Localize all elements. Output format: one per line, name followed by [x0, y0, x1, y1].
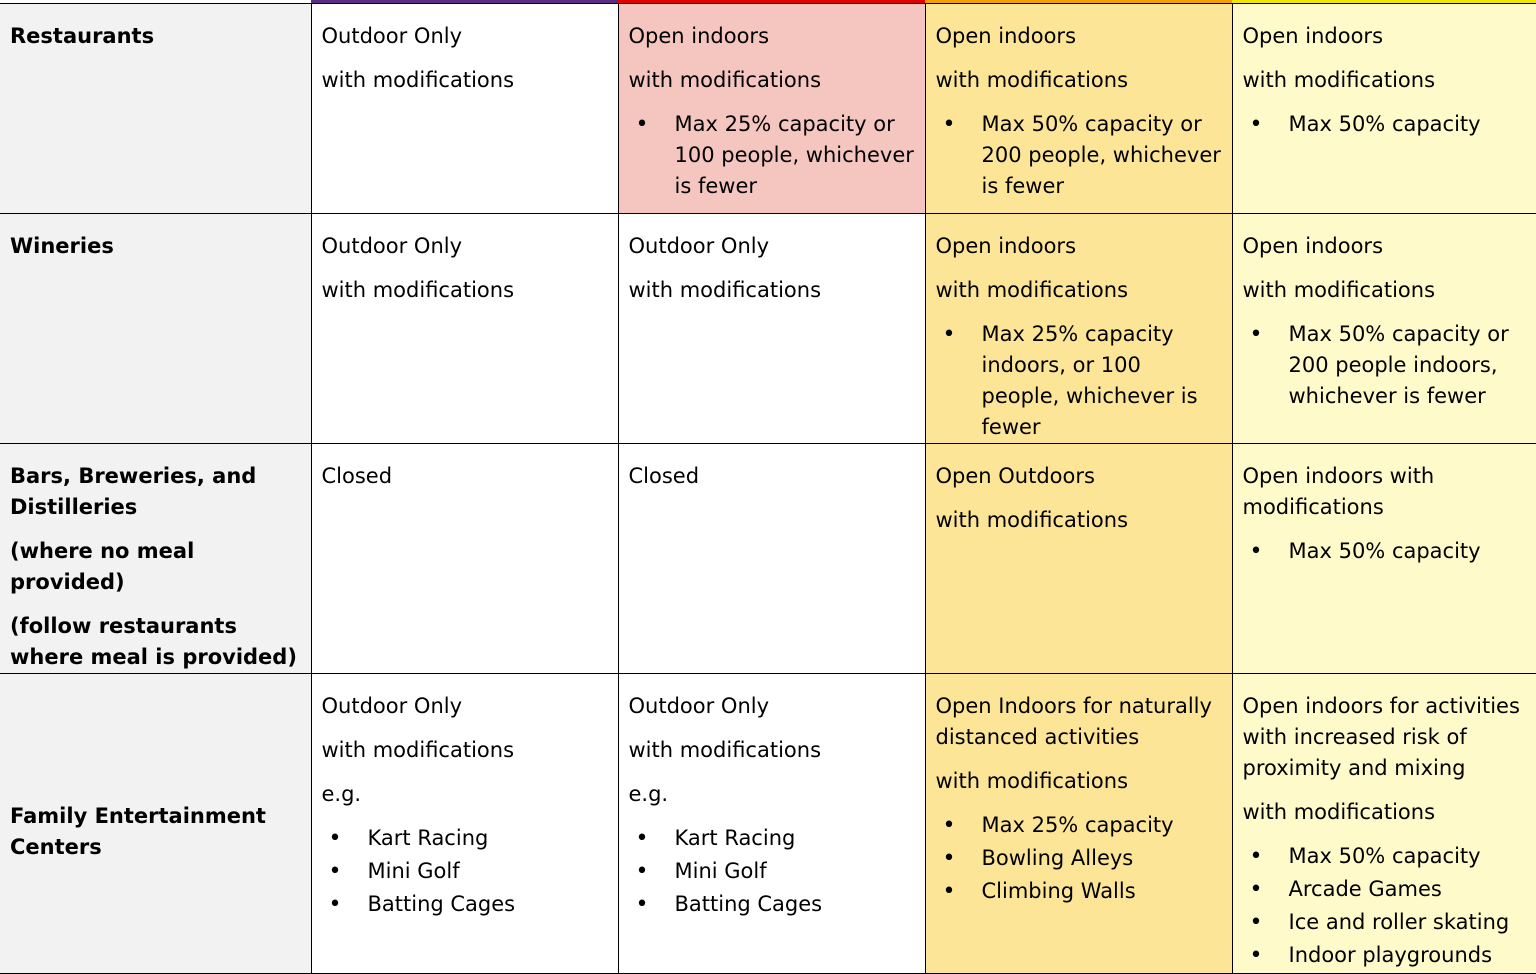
cell-line: Open indoors for activities with increased risk of proximity and mixing: [1242, 694, 1520, 780]
cell-bullet: • Kart Racing: [322, 823, 610, 854]
cell-line: Open indoors with modifications: [1242, 464, 1435, 519]
tier3-cell: [925, 444, 1232, 674]
cell-bullet: • Max 25% capacity: [936, 810, 1224, 841]
cell-line: Closed: [628, 464, 700, 488]
cell-line: Open indoors: [628, 24, 770, 48]
cell-bullet: • Max 50% capacity: [1243, 536, 1529, 567]
cell-bullet: • Kart Racing: [629, 823, 917, 854]
cell-line: with modifications: [935, 68, 1129, 92]
cell-line: with modifications: [1242, 278, 1436, 302]
row-label: [0, 444, 311, 674]
cell-bullet: • Climbing Walls: [936, 876, 1224, 907]
cell-bullet: • Max 50% capacity or 200 people, whichever is fewer: [936, 109, 1224, 202]
tier4-cell: [1232, 444, 1536, 674]
cell-line: with modifications: [321, 68, 515, 92]
tier2-cell: [618, 674, 925, 974]
cell-line: e.g.: [321, 782, 362, 806]
cell-bullet: • Mini Golf: [629, 856, 917, 887]
tier3-cell: [925, 674, 1232, 974]
cell-line: Open Outdoors: [935, 464, 1095, 488]
cell-line: with modifications: [628, 68, 822, 92]
tier1-cell: [311, 674, 618, 974]
tier2-cell: [618, 444, 925, 674]
row-label-line: (where no meal provided): [10, 539, 195, 594]
cell-line: Open Indoors for naturally distanced activities: [935, 694, 1212, 749]
cell-bullet: • Bowling Alleys: [936, 843, 1224, 874]
cell-line: with modifications: [935, 278, 1129, 302]
tier3-cell: [925, 214, 1232, 444]
cell-bullet: • Batting Cages: [629, 889, 917, 920]
tier2-cell: [618, 4, 925, 214]
row-label: [0, 4, 311, 214]
cell-line: with modifications: [1242, 68, 1436, 92]
row-label: [0, 214, 311, 444]
cell-line: with modifications: [628, 738, 822, 762]
tier3-cell: [925, 4, 1232, 214]
cell-bullet: • Arcade Games: [1243, 874, 1529, 905]
cell-line: with modifications: [321, 738, 515, 762]
cell-line: Outdoor Only: [321, 694, 463, 718]
row-label-line: Family Entertainment Centers: [10, 804, 266, 859]
cell-line: Open indoors: [935, 234, 1077, 258]
tier4-cell: [1232, 4, 1536, 214]
row-label-line: Restaurants: [10, 24, 155, 48]
cell-line: Open indoors: [1242, 24, 1384, 48]
cell-line: e.g.: [628, 782, 669, 806]
tier4-cell: [1232, 214, 1536, 444]
cell-bullet: • Max 50% capacity or 200 people indoors, whichever is fewer: [1243, 319, 1529, 412]
tier4-cell: [1232, 674, 1536, 974]
cell-line: with modifications: [935, 508, 1129, 532]
cell-line: with modifications: [321, 278, 515, 302]
cell-line: Outdoor Only: [321, 24, 463, 48]
cell-bullet: • Max 25% capacity indoors, or 100 people, whichever is fewer: [936, 319, 1224, 443]
tier2-cell: [618, 214, 925, 444]
cell-bullet: • Max 50% capacity: [1243, 841, 1529, 872]
cell-bullet: • Batting Cages: [322, 889, 610, 920]
cell-line: Open indoors: [1242, 234, 1384, 258]
row-bars-breweries-distilleries: [0, 444, 1536, 674]
reopening-tiers-table: [0, 3, 1536, 974]
cell-line: with modifications: [935, 769, 1129, 793]
row-restaurants: [0, 4, 1536, 214]
cell-line: with modifications: [628, 278, 822, 302]
tier1-cell: [311, 4, 618, 214]
row-wineries: [0, 214, 1536, 444]
cell-bullet: • Ice and roller skating: [1243, 907, 1529, 938]
cell-line: Outdoor Only: [321, 234, 463, 258]
tier1-cell: [311, 444, 618, 674]
row-label-line: Wineries: [10, 234, 114, 258]
row-label: [0, 674, 311, 974]
tier1-cell: [311, 214, 618, 444]
row-label-line: Bars, Breweries, and Distilleries: [10, 464, 257, 519]
cell-bullet: • Mini Golf: [322, 856, 610, 887]
cell-bullet: • Max 50% capacity: [1243, 109, 1529, 140]
cell-line: Open indoors: [935, 24, 1077, 48]
cell-line: with modifications: [1242, 800, 1436, 824]
cell-line: Closed: [321, 464, 393, 488]
row-family-entertainment-centers: [0, 674, 1536, 974]
cell-line: Outdoor Only: [628, 234, 770, 258]
cell-bullet: • Indoor playgrounds: [1243, 940, 1529, 971]
row-label-line: (follow restaurants where meal is provided): [10, 614, 297, 669]
cell-line: Outdoor Only: [628, 694, 770, 718]
cell-bullet: • Max 25% capacity or 100 people, whichever is fewer: [629, 109, 917, 202]
